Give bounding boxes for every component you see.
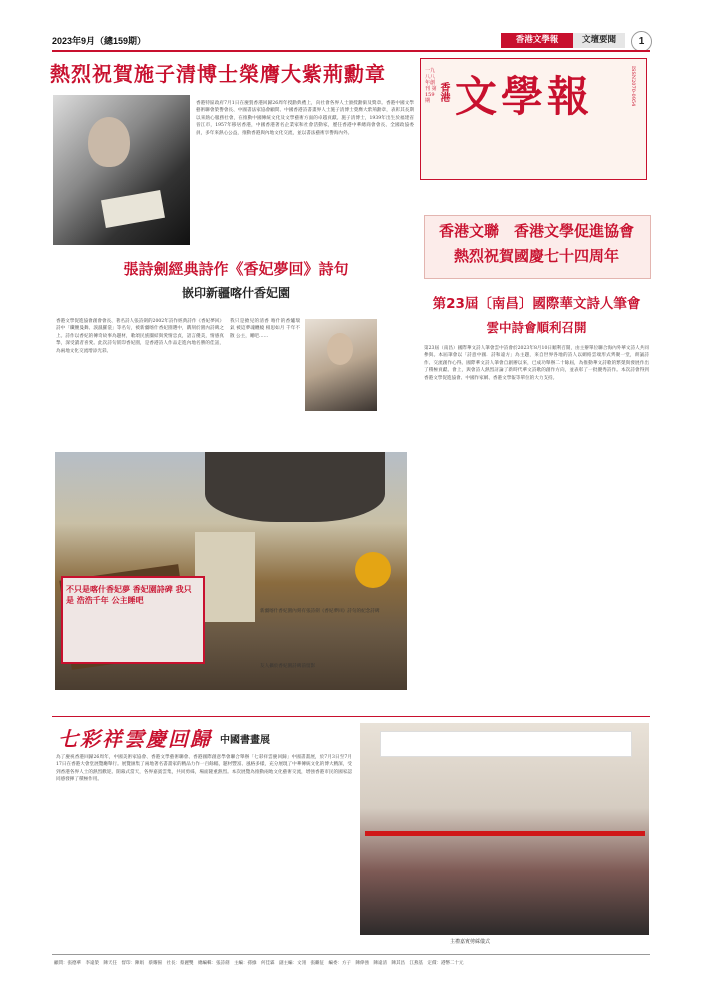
subheadline-poem: 嵌印新疆喀什香妃園	[181, 286, 290, 300]
garden-arch	[205, 452, 385, 522]
greeting-organisations: 香港文聯 香港文學促進協會	[438, 222, 634, 240]
ribbon-cutting-photo	[360, 723, 649, 935]
headline-award: 熱烈祝賀施子清博士榮膺大紫荊勳章	[50, 62, 386, 86]
stele-inset-text: 不只是喀什香妃夢 香妃園詩碑 我只是 浩浩千年 公主睡吧	[66, 584, 192, 605]
section-divider	[52, 716, 650, 717]
article-poets-body: 第23屆（南昌）國際華文詩人筆會雲中詩會於2023年8月10日順利召開，由主辦單位聯合海內外華文詩人共同參與。本屆筆會以「詩意中國．詩和遠方」為主題，來自世界各地的詩人以網絡雲端形式齊聚一堂，朗誦詩作、交流創作心得。國際華文詩人筆會自創辦以來，已成功舉辦二十餘屆，為推動華文詩歌的繁榮與發展作出了積極貢獻。會上，與會詩人熱烈討論了新時代華文詩歌的創作方向，並表彰了一批優秀詩作。本次詩會得到香港文學促進協會、中國作家網、香港文學報等單位的大力支持。	[424, 346, 649, 381]
masthead-volume: 一九八八年創刊 第159期	[425, 68, 437, 104]
poet-photo	[305, 319, 377, 411]
article-exhibition-body: 為了慶祝香港回歸26周年，中國美術家協會、香港文學藝術聯會、香港國際創意學會聯合舉辦「七彩祥雲慶回歸」中國書畫展，於7月3日至7月17日在香港大會堂展覽廳舉行。展覽匯集了兩地著名書畫家的精品力作一百餘幅，題材豐富、風格多樣，充分展現了中華傳統文化的博大精深，受到香港各界人士的熱烈歡迎。開幕式當天，各界嘉賓雲集，共同剪綵，場面隆重熱烈。本次展覽為推動兩地文化藝術交流，增強香港市民的國家認同感發揮了積極作用。	[56, 755, 352, 783]
masthead-issn: ISSN2070-0954	[630, 66, 636, 107]
masthead-region: 香港	[438, 82, 449, 102]
subheadline-poets-meeting: 雲中詩會順利召開	[486, 320, 587, 335]
portrait-photo	[53, 95, 190, 245]
portrait-book	[101, 190, 165, 228]
garden-lantern	[355, 552, 391, 588]
portrait-face	[88, 117, 130, 167]
section-tab-news: 文壇要聞	[573, 33, 625, 48]
greeting-national-day: 熱烈祝賀國慶七十四周年	[453, 247, 619, 265]
article-poem-body: 香港文學促進協會創會會長、著名詩人張詩劍的2002年詩作經典詩作《香妃夢回》詩中「纖腰曼舞、淚濕羅裳」等名句，被新疆喀什香妃園選中，鐫刻於園內詩碑之上。詩作以香妃的傳奇故事為題材，歌頌民族團結與愛情忠貞，語言優美，情感真摯，深受讀者喜愛。此次詩句嵌印香妃園，是香港詩人作品走進內地名勝的佳話，為兩地文化交流增添光彩。	[56, 319, 224, 354]
caption-stele: 新疆喀什香妃園內刻有張詩劍《香妃夢回》詩句的紀念詩碑	[260, 609, 380, 614]
headline-poets-meeting: 第23屆〔南昌〕國際華文詩人筆會	[432, 296, 641, 312]
caption-visitors: 友人攝於香妃園詩碑前留影	[260, 664, 316, 669]
page-number: 1	[631, 31, 652, 52]
photo-banner	[380, 731, 632, 757]
section-tab-newspaper: 香港文學報	[501, 33, 573, 48]
footer-credits: 顧問：張德華 李遠榮 陳天任 督印：陳娟 蔡耀揚 社長：蔡麗雙 總編輯：張詩劍 主編：孫綠 何佳霖 副主編：文翎 張繼征 編委：方子 陳偉強 陳遠清 陳其昌 江燕基 定價：港幣二十元	[54, 961, 464, 966]
caption-ribbon-cutting: 主禮嘉賓剪綵儀式	[450, 939, 491, 945]
poem-excerpt: 我只是掀兒的清香 喀什的香爐瑞氣 被這夢魂纏繞 相思如月 千年不散 公主，睡吧……	[230, 319, 300, 339]
masthead-title: 文學報	[455, 72, 594, 121]
article-award-body: 香港特區政府7月1日在慶賀香港回歸26周年授勳典禮上，向社會各界人士頒授勳銜及獎章。香港中國文學藝術聯會榮譽會長、中國書法家協會顧問、中國香港詩書畫界人士施子清博士榮膺大紫荊勳章，表彰其長期以來熱心服務社會，在推動中國傳統文化及文學藝術方面的卓越貢獻。施子清博士，1939年出生於福建省晉江市，1957年移居香港，中國香港著名企業家和社會活動家，歷任香港中華總商會會長、全國政協委員，多年來熱心公益，推動香港與內地文化交流，並以書法藝術享譽海內外。	[196, 101, 414, 136]
footer-divider	[52, 954, 650, 955]
exhibition-logo: 七彩祥雲慶回歸	[58, 727, 212, 751]
header-divider	[52, 50, 650, 52]
photo-ribbon	[365, 831, 645, 836]
issue-date: 2023年9月（總159期）	[52, 36, 147, 46]
poet-face	[327, 333, 353, 365]
exhibition-title: 中國書畫展	[220, 735, 270, 746]
headline-poem: 張詩劍經典詩作《香妃夢回》詩句	[123, 260, 349, 278]
